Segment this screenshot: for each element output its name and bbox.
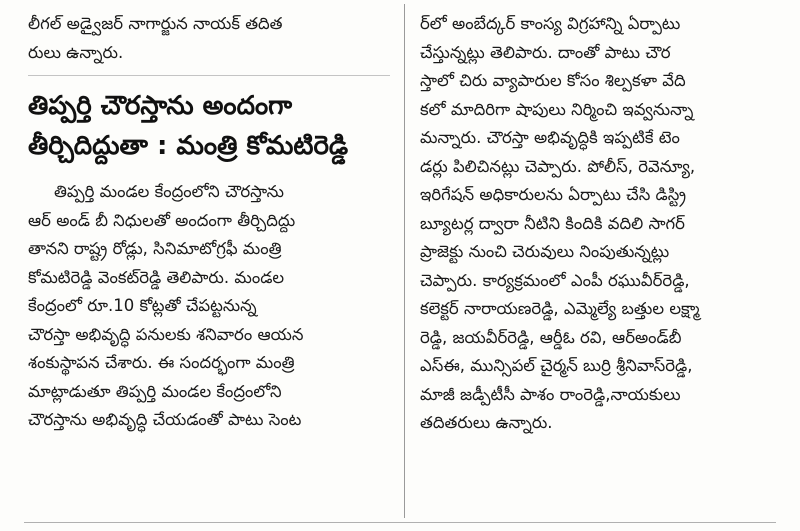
text-line: ఎస్ఈ, మున్సిపల్ చైర్మన్ బుర్రి శ్రీనివాస్‌రెడ్డి,	[420, 356, 693, 375]
text-line: డర్లు పిలిచినట్లు చెప్పారు. పోలీస్, రెవెన్యూ,	[420, 156, 696, 176]
right-column	[420, 10, 782, 438]
text-line: తదితరులు ఉన్నారు.	[420, 413, 553, 432]
text-line: మన్నారు. చౌరస్తా అభివృద్ధికి ఇప్పటికే టెం	[420, 128, 680, 147]
text-line: కేంద్రంలో రూ.10 కోట్లతో చేపట్టనున్న	[28, 296, 257, 315]
text-line: తానని రాష్ట్ర రోడ్లు, సినిమాటోగ్రఫీ మంత్రి	[28, 239, 282, 258]
text-line: చౌరస్తాను అభివృద్ధి చేయడంతో పాటు సెంట	[28, 410, 302, 429]
column-divider	[404, 4, 405, 518]
text-line: ప్రాజెక్టు నుంచి చెరువులు నింపుతున్నట్లు	[420, 242, 670, 261]
text-line: ఆర్ అండ్ బీ నిధులతో అందంగా తీర్చిదిద్దు	[28, 210, 296, 230]
text-line: కోమటిరెడ్డి వెంకట్‌రెడ్డి తెలిపారు. మండల	[28, 267, 285, 287]
text-line: శంకుస్థాపన చేశారు. ఈ సందర్భంగా మంత్రి	[28, 353, 295, 372]
text-line: రెడ్డి, జయవీర్‌రెడ్డి, ఆర్డీఓ రవి, ఆర్‌అండ్‌బీ	[420, 327, 682, 347]
previous-article-tail	[28, 10, 390, 67]
text-line: లీగల్ అడ్వైజర్ నాగార్జున నాయక్ తదిత	[28, 14, 283, 33]
headline-line: తీర్చిదిద్దుతా : మంత్రి కోమటిరెడ్డి	[28, 131, 349, 161]
text-line: రులు ఉన్నారు.	[28, 42, 124, 62]
article-headline	[28, 86, 390, 166]
text-line: బ్యూటర్ల ద్వారా నీటిని కిందికి వదిలి సాగర్	[420, 213, 685, 233]
text-line: చెప్పారు. కార్యక్రమంలో ఎంపీ రఘువీర్‌రెడ్డి,	[420, 270, 690, 290]
article-body-right	[420, 10, 782, 438]
section-separator	[28, 75, 390, 76]
text-line: ర్‌లో అంబేద్కర్ కాంస్య విగ్రహాన్ని ఏర్పాటు	[420, 14, 681, 33]
headline-line: తిప్పర్తి చౌరస్తాను అందంగా	[28, 91, 293, 121]
text-line: చౌరస్తా అభివృద్ధి పనులకు శనివారం ఆయన	[28, 324, 304, 344]
text-line: మాట్లాడుతూ తిప్పర్తి మండల కేంద్రంలోని	[28, 381, 282, 401]
left-column	[28, 10, 390, 435]
text-line: మాజీ జడ్పీటీసీ పాశం రాంరెడ్డి,నాయకులు	[420, 384, 681, 404]
text-line: స్తాలో చిరు వ్యాపారుల కోసం శిల్పకళా వేది	[420, 71, 686, 90]
text-line: చేస్తున్నట్లు తెలిపారు. దాంతో పాటు చౌర	[420, 42, 671, 62]
bottom-rule	[24, 522, 776, 523]
text-line: తిప్పర్తి మండల కేంద్రంలోని చౌరస్తాను	[54, 182, 284, 201]
text-line: ఇరిగేషన్ అధికారులను ఏర్పాటు చేసి డిస్ట్రి	[420, 185, 687, 204]
article-body-left	[28, 178, 390, 435]
text-line: కలో మాదిరిగా షాపులు నిర్మించి ఇవ్వనున్నా	[420, 99, 694, 119]
text-line: కలెక్టర్ నారాయణరెడ్డి, ఎమ్మెల్యే బత్తుల లక్ష్మా	[420, 299, 700, 318]
